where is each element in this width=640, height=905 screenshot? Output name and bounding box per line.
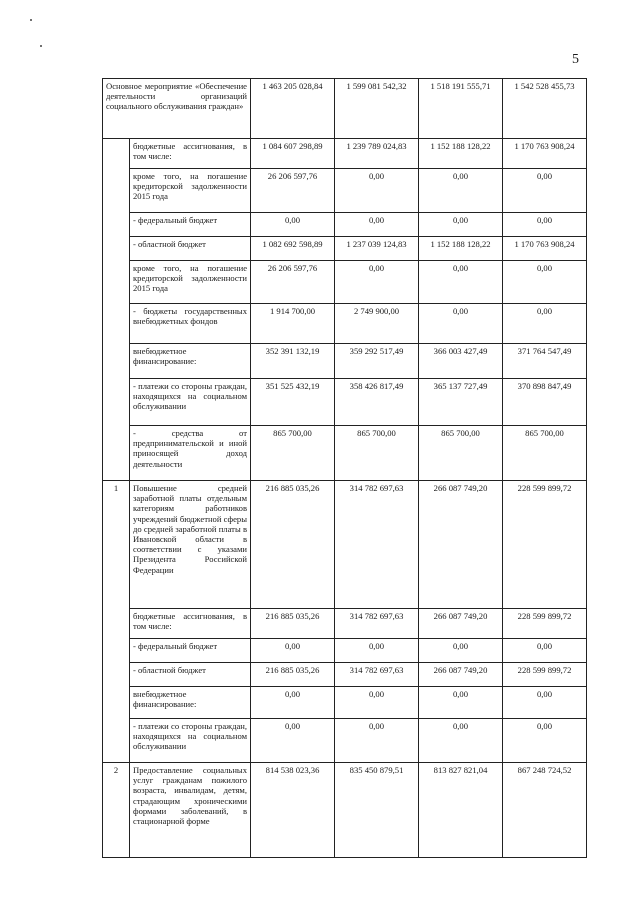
table-row: [103, 719, 587, 763]
value-cell: 26 206 597,76: [251, 261, 335, 304]
table-row: [103, 609, 587, 639]
value-cell: 228 599 899,72: [503, 481, 587, 609]
value-cell: 1 914 700,00: [251, 304, 335, 344]
table-row: [103, 639, 587, 663]
value-cell: 314 782 697,63: [335, 481, 419, 609]
table-row: [103, 139, 587, 169]
value-cell: 216 885 035,26: [251, 663, 335, 687]
row-label: Основное мероприятие «Обеспечение деятельности организаций социального обслуживания граждан»: [103, 79, 251, 139]
value-cell: 266 087 749,20: [419, 481, 503, 609]
value-cell: 813 827 821,04: [419, 763, 503, 858]
value-cell: 814 538 023,36: [251, 763, 335, 858]
value-cell: 1 463 205 028,84: [251, 79, 335, 139]
table-row: [103, 663, 587, 687]
row-label: бюджетные ассигнования, в том числе:: [130, 609, 251, 639]
value-cell: 0,00: [419, 169, 503, 213]
value-cell: 865 700,00: [419, 426, 503, 481]
row-label: внебюджетное финансирование:: [130, 687, 251, 719]
value-cell: 366 003 427,49: [419, 344, 503, 379]
value-cell: 266 087 749,20: [419, 609, 503, 639]
value-cell: 0,00: [335, 687, 419, 719]
value-cell: 0,00: [251, 719, 335, 763]
value-cell: 371 764 547,49: [503, 344, 587, 379]
table-row: [103, 481, 587, 609]
value-cell: 0,00: [335, 719, 419, 763]
value-cell: 1 082 692 598,89: [251, 237, 335, 261]
table-row: [103, 213, 587, 237]
value-cell: 1 518 191 555,71: [419, 79, 503, 139]
value-cell: 359 292 517,49: [335, 344, 419, 379]
value-cell: 1 239 789 024,83: [335, 139, 419, 169]
row-label: - средства от предпринимательской и иной приносящей доход деятельности: [130, 426, 251, 481]
value-cell: 0,00: [251, 687, 335, 719]
value-cell: 0,00: [503, 687, 587, 719]
table-row: [103, 687, 587, 719]
value-cell: 1 170 763 908,24: [503, 139, 587, 169]
value-cell: 266 087 749,20: [419, 663, 503, 687]
table-row: [103, 379, 587, 426]
value-cell: 1 084 607 298,89: [251, 139, 335, 169]
value-cell: 0,00: [335, 169, 419, 213]
row-label: - областной бюджет: [130, 663, 251, 687]
table-row: [103, 304, 587, 344]
index-cell: 1: [103, 481, 130, 763]
index-cell: [103, 139, 130, 481]
value-cell: 351 525 432,19: [251, 379, 335, 426]
value-cell: 1 152 188 128,22: [419, 237, 503, 261]
table-row: [103, 344, 587, 379]
value-cell: 0,00: [503, 304, 587, 344]
budget-table: [102, 78, 587, 858]
value-cell: 216 885 035,26: [251, 481, 335, 609]
value-cell: 0,00: [503, 719, 587, 763]
value-cell: 0,00: [335, 213, 419, 237]
value-cell: 0,00: [335, 639, 419, 663]
value-cell: 865 700,00: [251, 426, 335, 481]
value-cell: 365 137 727,49: [419, 379, 503, 426]
value-cell: 835 450 879,51: [335, 763, 419, 858]
row-label: кроме того, на погашение кредиторской задолженности 2015 года: [130, 261, 251, 304]
row-label: кроме того, на погашение кредиторской задолженности 2015 года: [130, 169, 251, 213]
value-cell: 314 782 697,63: [335, 663, 419, 687]
table-row: [103, 426, 587, 481]
value-cell: 0,00: [503, 639, 587, 663]
value-cell: 0,00: [419, 719, 503, 763]
value-cell: 1 152 188 128,22: [419, 139, 503, 169]
value-cell: 370 898 847,49: [503, 379, 587, 426]
value-cell: 1 170 763 908,24: [503, 237, 587, 261]
value-cell: 867 248 724,52: [503, 763, 587, 858]
value-cell: 0,00: [251, 213, 335, 237]
value-cell: 2 749 900,00: [335, 304, 419, 344]
table-row: [103, 169, 587, 213]
table-row: [103, 763, 587, 858]
value-cell: 0,00: [419, 213, 503, 237]
scan-speck: [30, 19, 32, 21]
value-cell: 358 426 817,49: [335, 379, 419, 426]
index-cell: 2: [103, 763, 130, 858]
table-row: [103, 237, 587, 261]
table-row: [103, 261, 587, 304]
value-cell: 228 599 899,72: [503, 663, 587, 687]
row-label: - бюджеты государственных внебюджетных фондов: [130, 304, 251, 344]
value-cell: 314 782 697,63: [335, 609, 419, 639]
scan-speck: [40, 45, 42, 47]
value-cell: 228 599 899,72: [503, 609, 587, 639]
value-cell: 0,00: [503, 261, 587, 304]
value-cell: 0,00: [419, 639, 503, 663]
value-cell: 0,00: [251, 639, 335, 663]
row-label: бюджетные ассигнования, в том числе:: [130, 139, 251, 169]
value-cell: 1 237 039 124,83: [335, 237, 419, 261]
value-cell: 0,00: [503, 169, 587, 213]
value-cell: 352 391 132,19: [251, 344, 335, 379]
value-cell: 0,00: [419, 304, 503, 344]
value-cell: 1 542 528 455,73: [503, 79, 587, 139]
value-cell: 26 206 597,76: [251, 169, 335, 213]
value-cell: 0,00: [503, 213, 587, 237]
row-label: - областной бюджет: [130, 237, 251, 261]
row-label: Повышение средней заработной платы отдельным категориям работников учреждений бюджетной сферы до средней заработной платы в Ивановской области в соответствии с указами Президента Российской Федерации: [130, 481, 251, 609]
value-cell: 0,00: [419, 261, 503, 304]
value-cell: 1 599 081 542,32: [335, 79, 419, 139]
value-cell: 216 885 035,26: [251, 609, 335, 639]
row-label: - платежи со стороны граждан, находящихся на социальном обслуживании: [130, 719, 251, 763]
row-label: внебюджетное финансирование:: [130, 344, 251, 379]
value-cell: 0,00: [419, 687, 503, 719]
row-label: - платежи со стороны граждан, находящихся на социальном обслуживании: [130, 379, 251, 426]
page-number: 5: [572, 52, 579, 67]
row-label: - федеральный бюджет: [130, 639, 251, 663]
value-cell: 865 700,00: [503, 426, 587, 481]
row-label: - федеральный бюджет: [130, 213, 251, 237]
value-cell: 865 700,00: [335, 426, 419, 481]
row-label: Предоставление социальных услуг гражданам пожилого возраста, инвалидам, детям, страдающим хроническими формами заболеваний, в стационарной форме: [130, 763, 251, 858]
table-row: [103, 79, 587, 139]
value-cell: 0,00: [335, 261, 419, 304]
